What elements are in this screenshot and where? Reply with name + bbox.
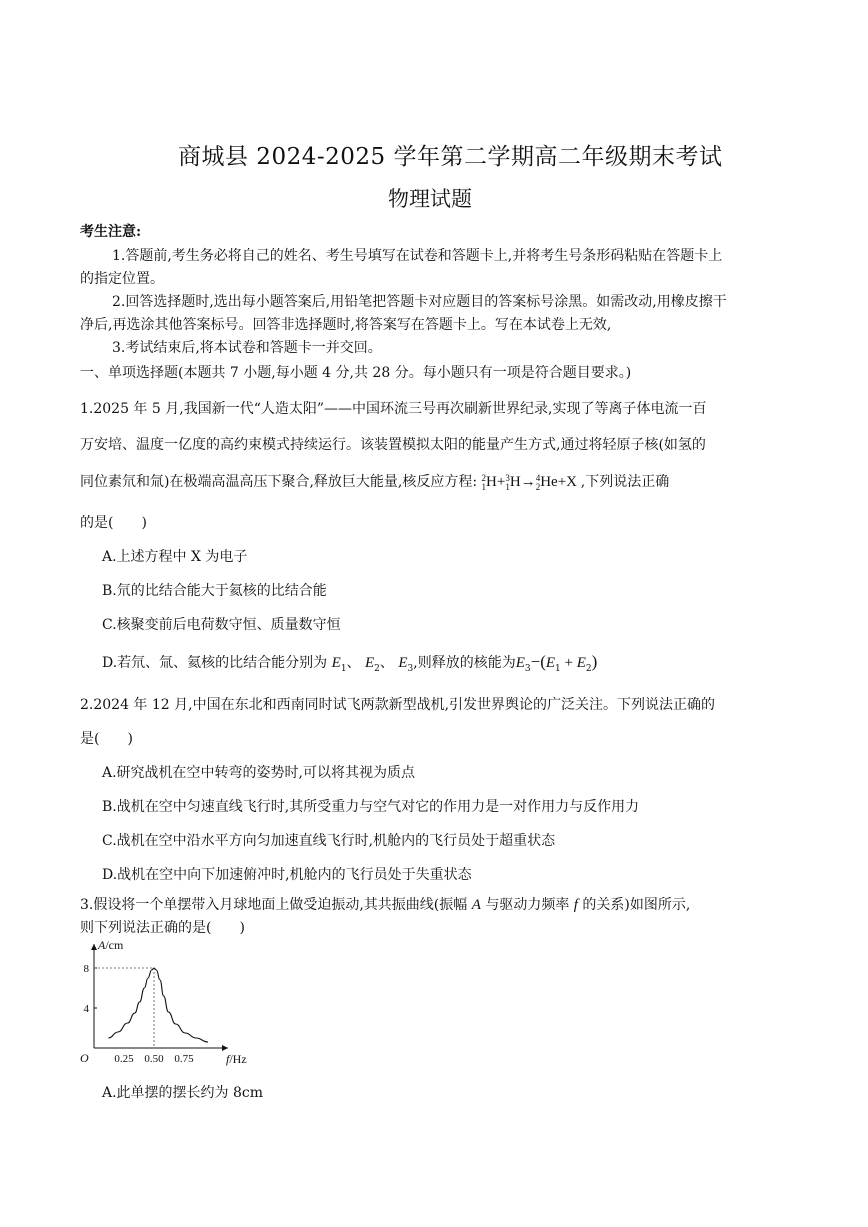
q3-line-1-c: 的关系)如图所示, <box>577 897 691 913</box>
q2-line-2: 是( ) <box>80 731 133 747</box>
section-heading: 一、单项选择题(本题共 7 小题,每小题 4 分,共 28 分。每小题只有一项是符合题目要求。) <box>80 365 632 381</box>
y-axis-arrow <box>91 944 97 950</box>
q1-line-3 <box>80 471 669 492</box>
q1-option-d-pre: D.若氘、氚、氦核的比结合能分别为 <box>102 655 328 671</box>
notice-item-1-line-2: 的指定位置。 <box>80 271 164 287</box>
result-e2-sub: 2 <box>585 663 592 674</box>
q2-option-d: D.战机在空中向下加速俯冲时,机舱内的飞行员处于失重状态 <box>102 867 472 883</box>
result-e3: E <box>515 655 525 671</box>
q2-option-a: A.研究战机在空中转弯的姿势时,可以将其视为质点 <box>102 765 416 781</box>
q3-var-f: f <box>573 897 578 913</box>
eq-charge-2: 1 <box>505 481 510 492</box>
x-tick-label-2: 0.75 <box>174 1053 194 1065</box>
y-tick-label-0: 4 <box>83 1003 89 1015</box>
var-e3-sub: 3 <box>407 663 414 674</box>
sep-2: 、 <box>379 655 394 671</box>
eq-symbol-1: H <box>486 474 497 490</box>
y-tick-label-1: 8 <box>83 963 89 975</box>
sep-1: 、 <box>346 655 361 671</box>
q1-line-4: 的是( ) <box>80 515 147 531</box>
q2-option-b: B.战机在空中匀速直线飞行时,其所受重力与空气对它的作用力是一对作用力与反作用力 <box>102 799 640 815</box>
result-e2: E <box>576 655 586 671</box>
eq-mass-2: 3 <box>505 472 510 483</box>
q3-line-2: 则下列说法正确的是( ) <box>80 920 245 936</box>
eq-plus-1: + <box>496 474 506 490</box>
y-axis-label: A/cm <box>98 938 124 952</box>
q2-line-1: 2.2024 年 12 月,中国在东北和西南同时试飞两款新型战机,引发世界舆论的广泛关注。下列说法正确的 <box>80 697 716 713</box>
notice-heading: 考生注意: <box>80 224 142 240</box>
var-e1-sub: 1 <box>340 663 347 674</box>
eq-charge-3: 2 <box>535 481 541 492</box>
var-e1: E <box>331 655 341 671</box>
q1-option-c: C.核聚变前后电荷数守恒、质量数守恒 <box>102 617 341 633</box>
eq-mass-1: 2 <box>481 472 487 483</box>
eq-mass-3: 4 <box>535 472 541 483</box>
result-close: ) <box>591 652 598 671</box>
x-axis-label: f/Hz <box>226 1052 247 1066</box>
q3-line-1 <box>80 894 690 914</box>
q1-line-3-pre: 同位素氘和氚)在极端高温高压下聚合,释放巨大能量,核反应方程: <box>80 474 478 490</box>
q1-option-b: B.氘的比结合能大于氦核的比结合能 <box>102 583 327 599</box>
eq-symbol-3: He <box>540 474 558 490</box>
eq-x: X <box>566 474 577 490</box>
nuclear-equation <box>482 474 581 490</box>
var-e3: E <box>398 655 408 671</box>
x-tick-label-0: 0.25 <box>114 1053 134 1065</box>
q3-var-a: A <box>471 897 481 913</box>
q1-line-2: 万安培、温度一亿度的高约束模式持续运行。该装置模拟太阳的能量产生方式,通过将轻原子核(如氢的 <box>80 437 706 453</box>
notice-item-3: 3.考试结束后,将本试卷和答题卡一并交回。 <box>112 340 382 356</box>
eq-arrow: → <box>520 474 536 490</box>
resonance-curve-0 <box>108 968 208 1042</box>
q1-option-d-mid: ,则释放的核能为 <box>413 655 516 671</box>
q3-line-1-b: 与驱动力频率 <box>480 897 574 913</box>
result-plus: + <box>560 655 577 671</box>
exam-title: 商城县 2024-2025 学年第二学期高二年级期末考试 <box>178 144 723 170</box>
notice-item-1-line-1: 1.答题前,考生务必将自己的姓名、考生号填写在试卷和答题卡上,并将考生号条形码粘贴在答题卡上 <box>112 248 723 264</box>
result-minus: −( <box>530 652 546 671</box>
x-tick-label-1: 0.50 <box>144 1053 164 1065</box>
eq-charge-1: 1 <box>481 481 487 492</box>
origin-label: O <box>80 1051 89 1065</box>
q1-line-3-post: ,下列说法正确 <box>580 474 670 490</box>
notice-item-2-line-1: 2.回答选择题时,选出每小题答案后,用铅笔把答题卡对应题目的答案标号涂黑。如需改动,用橡皮擦干 <box>112 294 727 310</box>
notice-item-2-line-2: 净后,再选涂其他答案标号。回答非选择题时,将答案写在答题卡上。写在本试卷上无效, <box>80 317 612 333</box>
q3-option-a: A.此单摆的摆长约为 8cm <box>102 1085 264 1101</box>
var-e2-sub: 2 <box>374 663 380 674</box>
q1-line-1: 1.2025 年 5 月,我国新一代“人造太阳”——中国环流三号再次刷新世界纪录,实现了等离子体电流一百 <box>80 401 707 417</box>
resonance-curve-chart <box>74 938 247 1066</box>
q3-line-1-a: 3.假设将一个单摆带入月球地面上做受迫振动,其共振曲线(振幅 <box>80 897 472 913</box>
q1-option-d <box>102 652 597 672</box>
var-e2: E <box>365 655 375 671</box>
x-axis-arrow <box>222 1045 228 1051</box>
q2-option-c: C.战机在空中沿水平方向匀加速直线飞行时,机舱内的飞行员处于超重状态 <box>102 833 556 849</box>
eq-plus-2: + <box>557 474 567 490</box>
eq-symbol-2: H <box>509 474 521 490</box>
result-e3-sub: 3 <box>524 663 531 674</box>
chart-root <box>80 938 247 1066</box>
q1-option-a: A.上述方程中 X 为电子 <box>102 549 248 565</box>
result-e1: E <box>545 655 556 671</box>
subject-title: 物理试题 <box>388 187 472 211</box>
result-e1-sub: 1 <box>555 663 561 674</box>
